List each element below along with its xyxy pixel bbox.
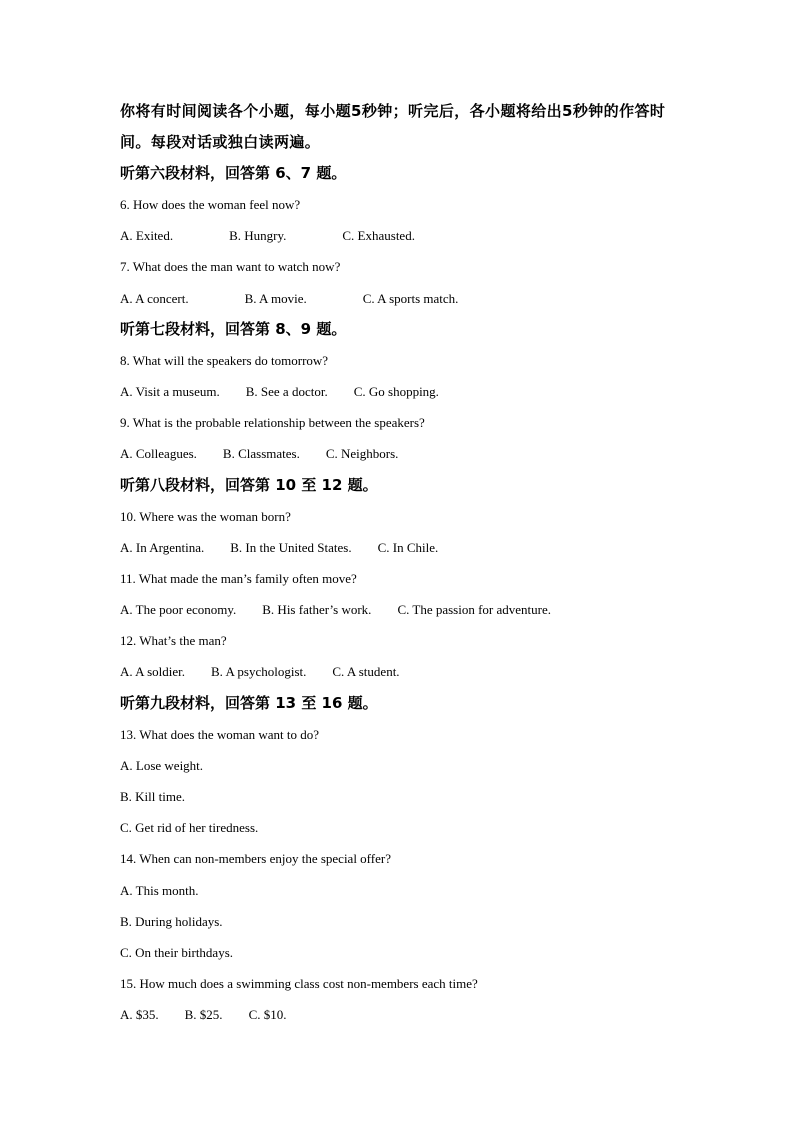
instructions-paragraph: 你将有时间阅读各个小题，每小题5秒钟；听完后，各小题将给出5秒钟的作答时间。每段对话或独白读两遍。 bbox=[120, 102, 666, 151]
option-a: A. $35. bbox=[120, 1007, 159, 1023]
option-c: C. On their birthdays. bbox=[120, 944, 234, 960]
question-15-stem: 15. How much does a swimming class cost non-members each time? bbox=[120, 976, 478, 992]
option-c: C. A student. bbox=[332, 664, 400, 680]
option-b: B. A psychologist. bbox=[211, 664, 307, 680]
option-b: B. See a doctor. bbox=[245, 383, 328, 399]
question-12-stem: 12. What’s the man? bbox=[120, 633, 227, 649]
question-9-stem: 9. What is the probable relationship between the speakers? bbox=[120, 415, 425, 431]
option-c: C. Neighbors. bbox=[325, 446, 399, 462]
option-b: B. Hungry. bbox=[229, 228, 287, 244]
option-c: C. In Chile. bbox=[377, 539, 439, 555]
option-a: A. Lose weight. bbox=[120, 757, 204, 773]
option-b: B. Classmates. bbox=[222, 446, 300, 462]
option-c: C. Get rid of her tiredness. bbox=[120, 820, 259, 836]
option-a: A. A concert. bbox=[120, 290, 189, 306]
section-heading-7: 听第七段材料，回答第 8、9 题。 bbox=[120, 319, 347, 338]
question-6-stem: 6. How does the woman feel now? bbox=[120, 197, 301, 212]
option-a: A. This month. bbox=[120, 882, 199, 898]
question-8-options bbox=[120, 376, 680, 407]
exam-page bbox=[120, 96, 680, 1031]
option-c: C. $10. bbox=[248, 1007, 287, 1023]
option-a: A. The poor economy. bbox=[120, 602, 237, 618]
option-b: B. $25. bbox=[184, 1007, 223, 1023]
question-13-stem: 13. What does the woman want to do? bbox=[120, 726, 320, 742]
option-a: A. Exited. bbox=[120, 228, 174, 244]
section-heading-8: 听第八段材料，回答第 10 至 12 题。 bbox=[120, 475, 378, 494]
section-heading-6: 听第六段材料，回答第 6、7 题。 bbox=[120, 164, 347, 182]
question-10-stem: 10. Where was the woman born? bbox=[120, 508, 291, 524]
question-9-options bbox=[120, 438, 680, 469]
question-7-stem: 7. What does the man want to watch now? bbox=[120, 259, 341, 275]
question-8-stem: 8. What will the speakers do tomorrow? bbox=[120, 352, 329, 368]
question-7-options bbox=[120, 283, 680, 314]
question-14-stem: 14. When can non-members enjoy the special offer? bbox=[120, 851, 391, 867]
question-11-stem: 11. What made the man’s family often move? bbox=[120, 570, 357, 586]
section-heading-9: 听第九段材料，回答第 13 至 16 题。 bbox=[120, 693, 378, 712]
option-c: C. A sports match. bbox=[362, 290, 459, 306]
option-b: B. In the United States. bbox=[230, 539, 352, 555]
question-10-options bbox=[120, 532, 680, 563]
option-b: B. During holidays. bbox=[120, 913, 223, 929]
option-c: C. Go shopping. bbox=[353, 383, 439, 399]
option-b: B. A movie. bbox=[244, 290, 307, 306]
question-15-options bbox=[120, 999, 680, 1030]
question-11-options bbox=[120, 594, 680, 625]
option-b: B. Kill time. bbox=[120, 789, 185, 804]
option-b: B. His father’s work. bbox=[262, 602, 372, 618]
option-c: C. Exhausted. bbox=[342, 228, 415, 244]
option-a: A. A soldier. bbox=[120, 664, 186, 680]
option-c: C. The passion for adventure. bbox=[397, 602, 551, 618]
option-a: A. In Argentina. bbox=[120, 539, 205, 555]
question-12-options bbox=[120, 656, 680, 687]
question-6-options bbox=[120, 220, 680, 251]
option-a: A. Visit a museum. bbox=[120, 383, 220, 399]
option-a: A. Colleagues. bbox=[120, 446, 197, 462]
